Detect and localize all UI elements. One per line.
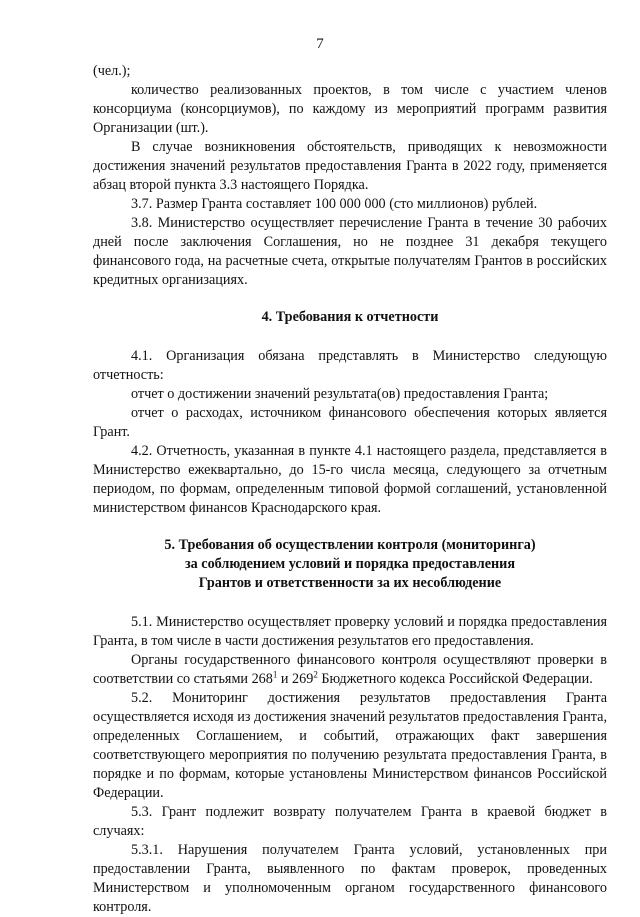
paragraph <box>93 651 607 689</box>
paragraph: отчет о расходах, источником финансового обеспечения которых является Грант. <box>93 405 607 440</box>
paragraph: 3.8. Министерство осуществляет перечисление Гранта в течение 30 рабочих дней после заключения Соглашения, но не позднее 31 декабря текущего финансового года, на расчетные счета, открытые получателям Грантов в российских кредитных организациях. <box>93 215 607 288</box>
heading-line: 5. Требования об осуществлении контроля (мониторинга) <box>164 537 536 553</box>
paragraph: (чел.); <box>93 63 131 79</box>
page-number: 7 <box>316 36 324 52</box>
text-run: Органы государственного финансового контроля осуществляют проверки в соответствии со статьями 268 <box>93 652 607 687</box>
superscript: 2 <box>313 669 318 680</box>
text-run: и 269 <box>277 671 314 687</box>
heading-line: Грантов и ответственности за их несоблюдение <box>198 575 502 591</box>
paragraph: 5.3.1. Нарушения получателем Гранта условий, установленных при предоставлении Гранта, выявленного по фактам проверок, проведенных Министерством и уполномоченным органом государственного финансового контроля. <box>93 842 607 915</box>
document-body <box>93 62 607 917</box>
text-run: Бюджетного кодекса Российской Федерации. <box>317 671 593 687</box>
section-heading-4: 4. Требования к отчетности <box>261 309 439 325</box>
paragraph: 5.2. Мониторинг достижения результатов предоставления Гранта осуществляется исходя из достижения значений результатов предоставления Гранта, определенных Соглашением, и событий, отражающих факт завершения соответствующего мероприятия по получению результата предоставления Гранта, в порядке и по формам, которые установлены Министерством финансов Российской Федерации. <box>93 690 607 801</box>
section-heading-5 <box>93 536 607 593</box>
paragraph: 5.1. Министерство осуществляет проверку условий и порядка предоставления Гранта, в том числе в части достижения результатов его предоставления. <box>93 614 607 649</box>
paragraph: 5.3. Грант подлежит возврату получателем Гранта в краевой бюджет в случаях: <box>93 804 607 839</box>
paragraph: 3.7. Размер Гранта составляет 100 000 000 (сто миллионов) рублей. <box>131 196 538 212</box>
paragraph: 4.1. Организация обязана представлять в Министерство следующую отчетность: <box>93 348 607 383</box>
paragraph: отчет о достижении значений результата(ов) предоставления Гранта; <box>131 386 549 402</box>
paragraph: В случае возникновения обстоятельств, приводящих к невозможности достижения значений результатов предоставления Гранта в 2022 году, применяется абзац второй пункта 3.3 настоящего Порядка. <box>93 139 607 193</box>
heading-line: за соблюдением условий и порядка предоставления <box>184 556 516 572</box>
paragraph: 4.2. Отчетность, указанная в пункте 4.1 настоящего раздела, представляется в Министерство ежеквартально, до 15-го числа месяца, следующего за отчетным периодом, по формам, определенным типовой формой соглашений, установленной министерством финансов Краснодарского края. <box>93 443 607 516</box>
superscript: 1 <box>272 669 278 680</box>
paragraph: количество реализованных проектов, в том числе с участием членов консорциума (консорциумов), по каждому из мероприятий программ развития Организации (шт.). <box>93 82 607 136</box>
